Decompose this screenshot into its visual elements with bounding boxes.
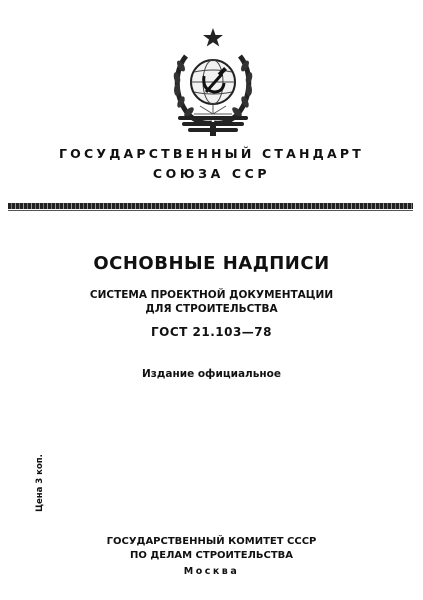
publisher-line-1: ГОСУДАРСТВЕННЫЙ КОМИТЕТ СССР bbox=[106, 536, 317, 547]
subtitle-line-1: СИСТЕМА ПРОЕКТНОЙ ДОКУМЕНТАЦИИ bbox=[89, 289, 334, 301]
gost-number: ГОСТ 21.103—78 bbox=[150, 325, 273, 339]
price-label: Цена 3 коп. bbox=[35, 454, 45, 512]
standard-heading: ГОСУДАРСТВЕННЫЙ СТАНДАРТ bbox=[59, 146, 364, 161]
standard-union: СОЮЗА ССР bbox=[152, 166, 271, 181]
city-label: Москва bbox=[183, 566, 240, 577]
ussr-state-emblem-icon bbox=[168, 26, 258, 138]
divider-rule bbox=[8, 203, 413, 209]
document-title: ОСНОВНЫЕ НАДПИСИ bbox=[93, 253, 330, 274]
document-subtitle bbox=[0, 288, 423, 316]
edition-label: Издание официальное bbox=[142, 368, 281, 380]
subtitle-line-2: ДЛЯ СТРОИТЕЛЬСТВА bbox=[145, 303, 278, 315]
publisher bbox=[0, 535, 423, 563]
publisher-line-2: ПО ДЕЛАМ СТРОИТЕЛЬСТВА bbox=[129, 550, 294, 561]
